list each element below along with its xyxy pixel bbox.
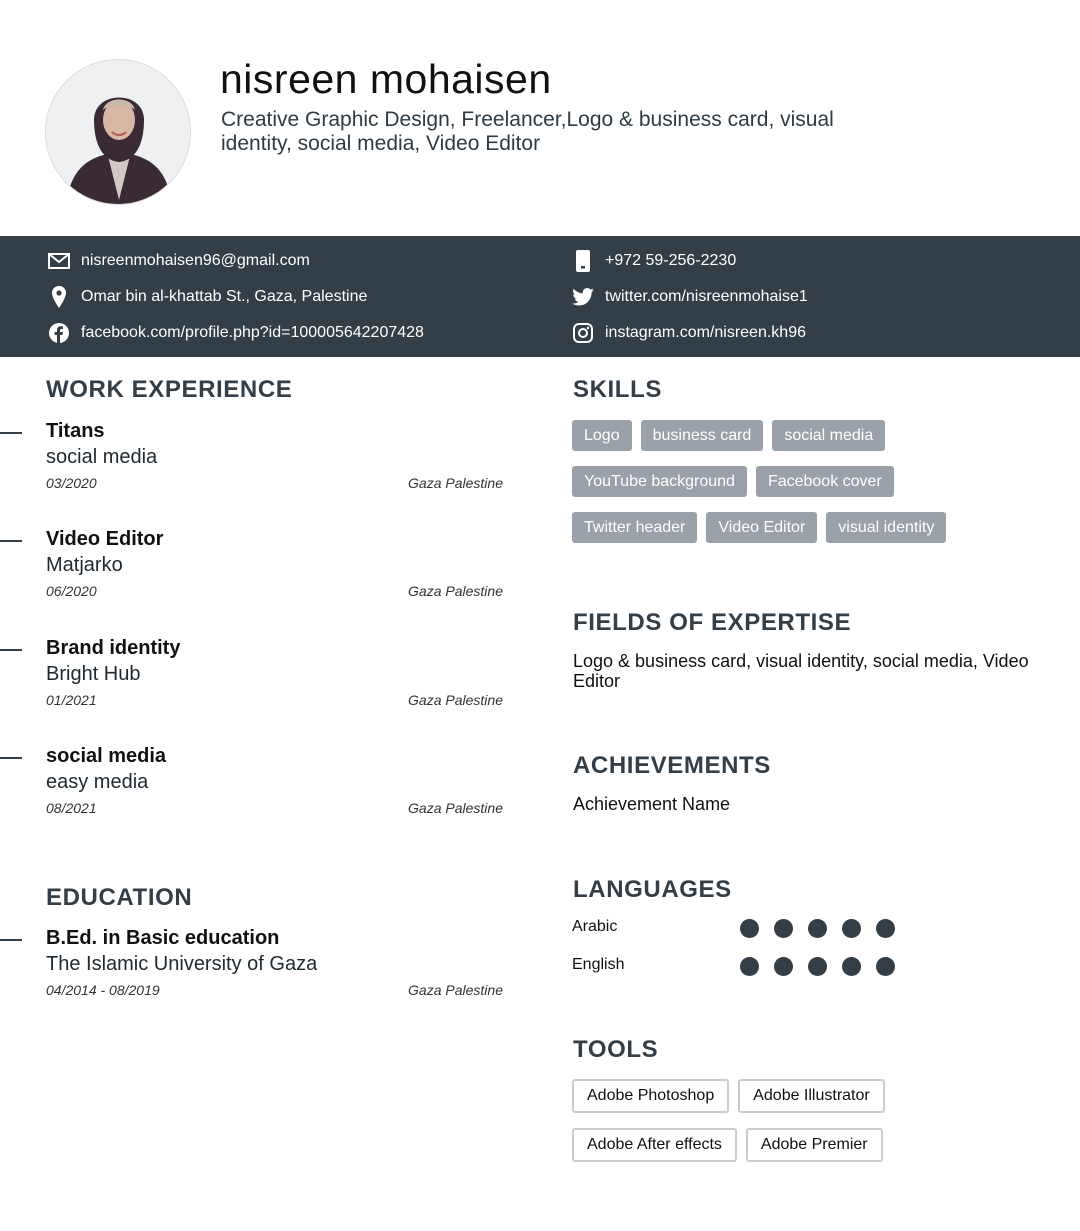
expertise-text: Logo & business card, visual identity, social media, Video Editor <box>573 651 1029 691</box>
twitter-text: twitter.com/nisreenmohaise1 <box>605 288 808 305</box>
phone-text: +972 59-256-2230 <box>605 252 737 269</box>
job-title: social media <box>46 745 167 767</box>
skills-heading: SKILLS <box>573 376 662 403</box>
candidate-headline: Creative Graphic Design, Freelancer,Logo & business card, visual identity, social media, Video Editor <box>221 108 834 155</box>
job-location: Gaza Palestine <box>408 692 503 708</box>
company-name: easy media <box>46 771 149 793</box>
job-date: 01/2021 <box>46 692 97 708</box>
profile-photo <box>45 59 191 205</box>
tool-tag: Adobe Photoshop <box>572 1079 729 1113</box>
skill-tag: social media <box>772 420 885 451</box>
contact-email[interactable] <box>47 249 310 273</box>
level-dot <box>842 919 861 938</box>
job-title: Titans <box>46 420 105 442</box>
company-name: social media <box>46 446 158 468</box>
tool-tag: Adobe Premier <box>746 1128 883 1162</box>
skills-list <box>572 420 1042 558</box>
language-level <box>740 919 910 938</box>
job-title: Brand identity <box>46 637 181 659</box>
job-date: 03/2020 <box>46 475 97 491</box>
work-experience-heading: WORK EXPERIENCE <box>46 376 293 403</box>
twitter-icon <box>571 285 595 309</box>
language-name: Arabic <box>572 918 618 935</box>
skill-tag: business card <box>641 420 764 451</box>
education-entry <box>0 927 520 1007</box>
language-row <box>572 917 912 941</box>
job-title: Video Editor <box>46 528 164 550</box>
tool-tag: Adobe After effects <box>572 1128 737 1162</box>
level-dot <box>842 957 861 976</box>
contact-facebook[interactable] <box>47 321 424 345</box>
work-entry <box>0 420 520 500</box>
job-location: Gaza Palestine <box>408 800 503 816</box>
person-portrait-icon <box>46 60 191 205</box>
contact-twitter[interactable] <box>571 285 808 309</box>
facebook-text: facebook.com/profile.php?id=100005642207428 <box>81 324 424 341</box>
tool-tag: Adobe Illustrator <box>738 1079 885 1113</box>
envelope-icon <box>47 249 71 273</box>
contact-instagram[interactable] <box>571 321 806 345</box>
level-dot <box>808 957 827 976</box>
education-location: Gaza Palestine <box>408 982 503 998</box>
location-pin-icon <box>47 285 71 309</box>
skill-tag: visual identity <box>826 512 946 543</box>
language-name: English <box>572 956 625 973</box>
skill-tag: Video Editor <box>706 512 817 543</box>
language-level <box>740 957 910 976</box>
facebook-icon <box>47 321 71 345</box>
tools-list <box>572 1079 1042 1177</box>
school-name: The Islamic University of Gaza <box>46 953 318 975</box>
contact-address <box>47 285 367 309</box>
job-location: Gaza Palestine <box>408 475 503 491</box>
company-name: Matjarko <box>46 554 123 576</box>
job-date: 08/2021 <box>46 800 97 816</box>
skill-tag: Logo <box>572 420 632 451</box>
level-dot <box>876 919 895 938</box>
level-dot <box>774 919 793 938</box>
mobile-phone-icon <box>571 249 595 273</box>
timeline-marker <box>0 540 22 542</box>
work-entry <box>0 745 520 825</box>
email-text: nisreenmohaisen96@gmail.com <box>81 252 310 269</box>
achievement-item: Achievement Name <box>573 794 731 814</box>
level-dot <box>808 919 827 938</box>
education-heading: EDUCATION <box>46 884 193 911</box>
company-name: Bright Hub <box>46 663 141 685</box>
skill-tag: YouTube background <box>572 466 747 497</box>
degree-title: B.Ed. in Basic education <box>46 927 280 949</box>
instagram-text: instagram.com/nisreen.kh96 <box>605 324 806 341</box>
timeline-marker <box>0 432 22 434</box>
timeline-marker <box>0 757 22 759</box>
contact-phone[interactable] <box>571 249 736 273</box>
achievements-heading: ACHIEVEMENTS <box>573 752 771 779</box>
job-date: 06/2020 <box>46 583 97 599</box>
work-entry <box>0 637 520 717</box>
level-dot <box>740 957 759 976</box>
address-text: Omar bin al-khattab St., Gaza, Palestine <box>81 288 368 305</box>
level-dot <box>876 957 895 976</box>
timeline-marker <box>0 649 22 651</box>
instagram-icon <box>571 321 595 345</box>
languages-heading: LANGUAGES <box>573 876 732 903</box>
education-date: 04/2014 - 08/2019 <box>46 982 160 998</box>
tools-heading: TOOLS <box>573 1036 659 1063</box>
skill-tag: Facebook cover <box>756 466 894 497</box>
contact-bar <box>0 236 1080 357</box>
skill-tag: Twitter header <box>572 512 697 543</box>
work-entry <box>0 528 520 608</box>
level-dot <box>740 919 759 938</box>
timeline-marker <box>0 939 22 941</box>
language-row <box>572 955 912 979</box>
expertise-heading: FIELDS OF EXPERTISE <box>573 609 852 636</box>
candidate-name: nisreen mohaisen <box>220 56 552 102</box>
job-location: Gaza Palestine <box>408 583 503 599</box>
level-dot <box>774 957 793 976</box>
